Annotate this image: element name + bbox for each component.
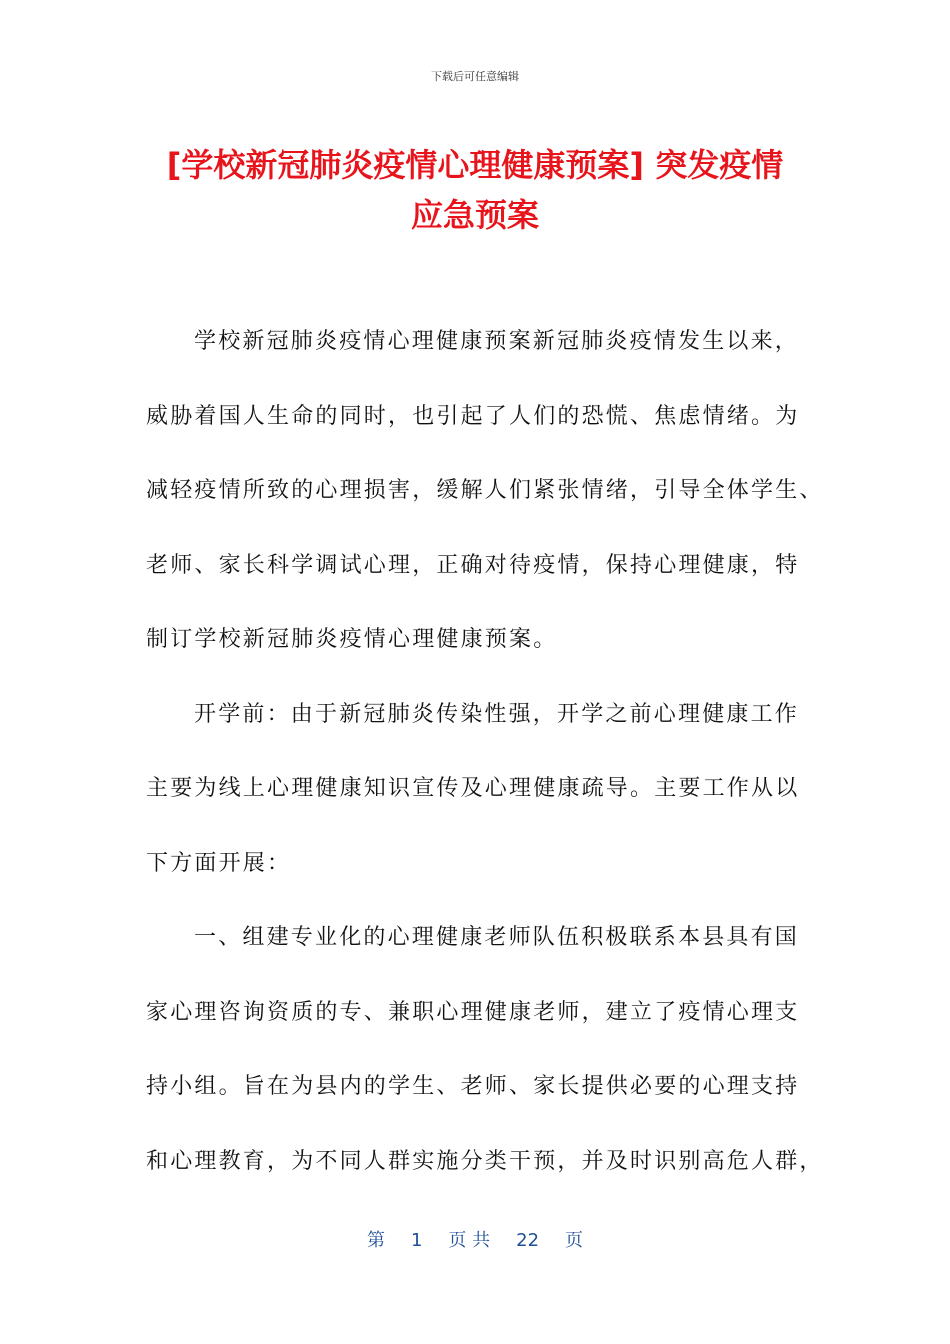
paragraph-line: 主要为线上心理健康知识宣传及心理健康疏导。主要工作从以 <box>146 776 800 801</box>
paragraph-line: 老师、家长科学调试心理，正确对待疫情，保持心理健康，特 <box>146 552 800 578</box>
document-body <box>146 322 824 1216</box>
paragraph-line: 制订学校新冠肺炎疫情心理健康预案。 <box>146 627 558 652</box>
paragraph-line: 减轻疫情所致的心理损害，缓解人们紧张情绪，引导全体学生、 <box>146 478 824 503</box>
page-footer <box>0 1226 950 1252</box>
title-line-2: 应急预案 <box>410 196 539 234</box>
paragraph-line: 学校新冠肺炎疫情心理健康预案新冠肺炎疫情发生以来， <box>194 329 800 354</box>
paragraph-line: 家心理咨询资质的专、兼职心理健康老师，建立了疫情心理支 <box>146 999 800 1025</box>
paragraph-line: 威胁着国人生命的同时，也引起了人们的恐慌、焦虑情绪。为 <box>146 403 800 429</box>
paragraph-line: 持小组。旨在为县内的学生、老师、家长提供必要的心理支持 <box>146 1074 800 1099</box>
header-note: 下载后可任意编辑 <box>431 70 519 83</box>
footer-page-number: 1 <box>410 1230 423 1251</box>
footer-total-pages: 22 <box>516 1230 540 1251</box>
paragraph-line: 开学前：由于新冠肺炎传染性强，开学之前心理健康工作 <box>194 701 800 727</box>
paragraph-line: 和心理教育，为不同人群实施分类干预，并及时识别高危人群， <box>146 1148 824 1174</box>
paragraph-line: 下方面开展： <box>146 850 292 876</box>
footer-page-suffix: 页 <box>565 1230 584 1251</box>
paragraph-line: 一、组建专业化的心理健康老师队伍积极联系本县具有国 <box>194 925 800 950</box>
title-line-1: [学校新冠肺炎疫情心理健康预案] 突发疫情 <box>166 146 784 184</box>
footer-page-prefix: 第 <box>366 1230 385 1251</box>
footer-page-mid: 页 共 <box>448 1230 491 1251</box>
document-title <box>120 140 830 240</box>
